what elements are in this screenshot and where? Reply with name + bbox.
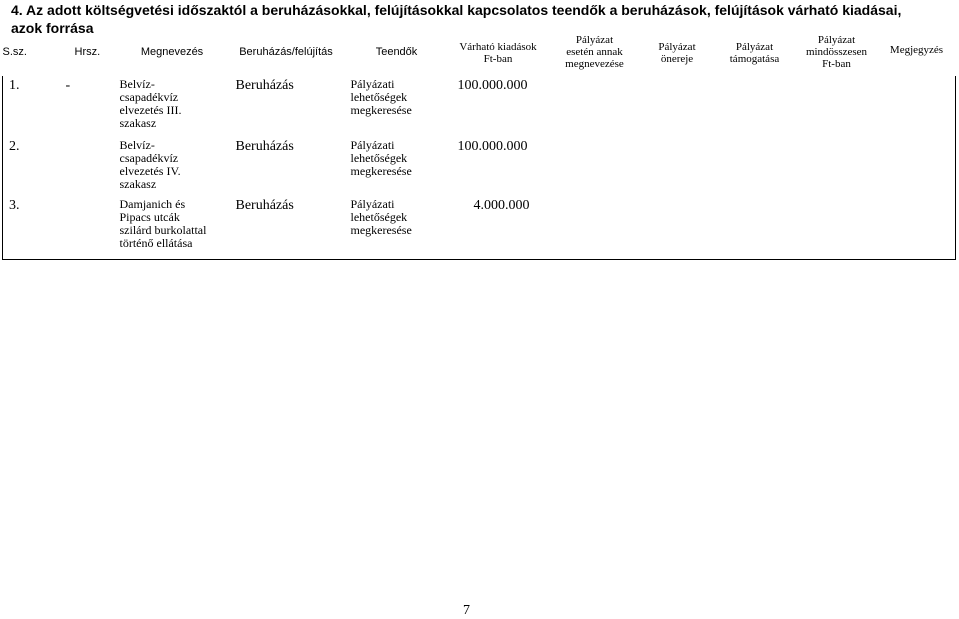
row-1-ssz: 1.: [3, 76, 62, 138]
row-2-kiadas: 100.000.000: [457, 139, 528, 154]
row-1-kiadas: 100.000.000: [457, 78, 528, 93]
row-1-megjegyzes: [878, 76, 956, 138]
row-2-palyazat-megnevezes: [549, 138, 641, 197]
row-2-tamogatas: [714, 138, 796, 197]
row-2-teendok: Pályázati lehetőségek megkeresése: [350, 138, 412, 178]
header-palyazat-tamogatas: Pályázat támogatása: [729, 41, 780, 65]
table-row: [3, 76, 956, 138]
section-heading: [11, 1, 951, 37]
row-1-hrsz: -: [65, 78, 71, 93]
row-2-mindosszesen: [796, 138, 878, 197]
row-3-megjegyzes: [878, 197, 956, 259]
row-3-tipus: Beruházás: [227, 197, 346, 259]
header-palyazat-mindosszesen: Pályázat mindösszesen Ft-ban: [805, 34, 868, 70]
row-2-onero: [641, 138, 714, 197]
row-3-kiadas: 4.000.000: [448, 197, 549, 259]
row-2-tipus: Beruházás: [235, 139, 294, 154]
table-row: [3, 138, 956, 197]
row-2-megjegyzes: [878, 138, 956, 197]
row-1-tipus: Beruházás: [235, 78, 294, 93]
row-1-mindosszesen: [796, 76, 878, 138]
row-3-ssz: 3.: [3, 197, 62, 259]
header-megnevezes: Megnevezés: [140, 46, 204, 58]
table-header-row: [3, 37, 956, 76]
header-hrsz: Hrsz.: [74, 46, 101, 58]
row-3-hrsz: [62, 197, 118, 259]
header-megjegyzes: Megjegyzés: [889, 44, 944, 56]
table-row: [3, 197, 956, 259]
header-palyazat-onero: Pályázat önereje: [658, 41, 696, 65]
row-2-hrsz: [62, 138, 118, 197]
row-3-mindosszesen: [796, 197, 878, 259]
row-3-teendok: Pályázati lehetőségek megkeresése: [346, 197, 448, 259]
row-2-megnevezes: Belvíz- csapadékvíz elvezetés IV. szakasz: [119, 138, 181, 191]
row-1-palyazat-megnevezes: [549, 76, 641, 138]
row-1-megnevezes: Belvíz- csapadékvíz elvezetés III. szakasz: [119, 77, 182, 130]
row-3-megnevezes: Damjanich és Pipacs utcák szilárd burkolattal történő ellátása: [118, 197, 227, 259]
row-3-tamogatas: [714, 197, 796, 259]
row-2-ssz: 2.: [3, 138, 62, 197]
investments-table: [2, 34, 956, 260]
header-ssz: S.sz.: [2, 46, 27, 58]
header-palyazat-megnevezes: Pályázat esetén annak megnevezése: [565, 34, 624, 70]
section-heading-line-2: azok forrása: [11, 20, 94, 36]
page-number: 7: [463, 603, 470, 618]
header-vart-kiadas: Várható kiadások Ft-ban: [459, 41, 537, 65]
row-3-palyazat-megnevezes: [549, 197, 641, 259]
row-1-onero: [641, 76, 714, 138]
header-beruhazas-felujitas: Beruházás/felújítás: [239, 46, 333, 58]
row-1-teendok: Pályázati lehetőségek megkeresése: [350, 77, 412, 117]
section-heading-line-1: 4. Az adott költségvetési időszaktól a beruházásokkal, felújításokkal kapcsolatos teendők a beruházások, felújítások várható kiadásai,: [11, 2, 902, 18]
header-teendok: Teendők: [375, 46, 418, 58]
row-3-onero: [641, 197, 714, 259]
row-1-tamogatas: [714, 76, 796, 138]
